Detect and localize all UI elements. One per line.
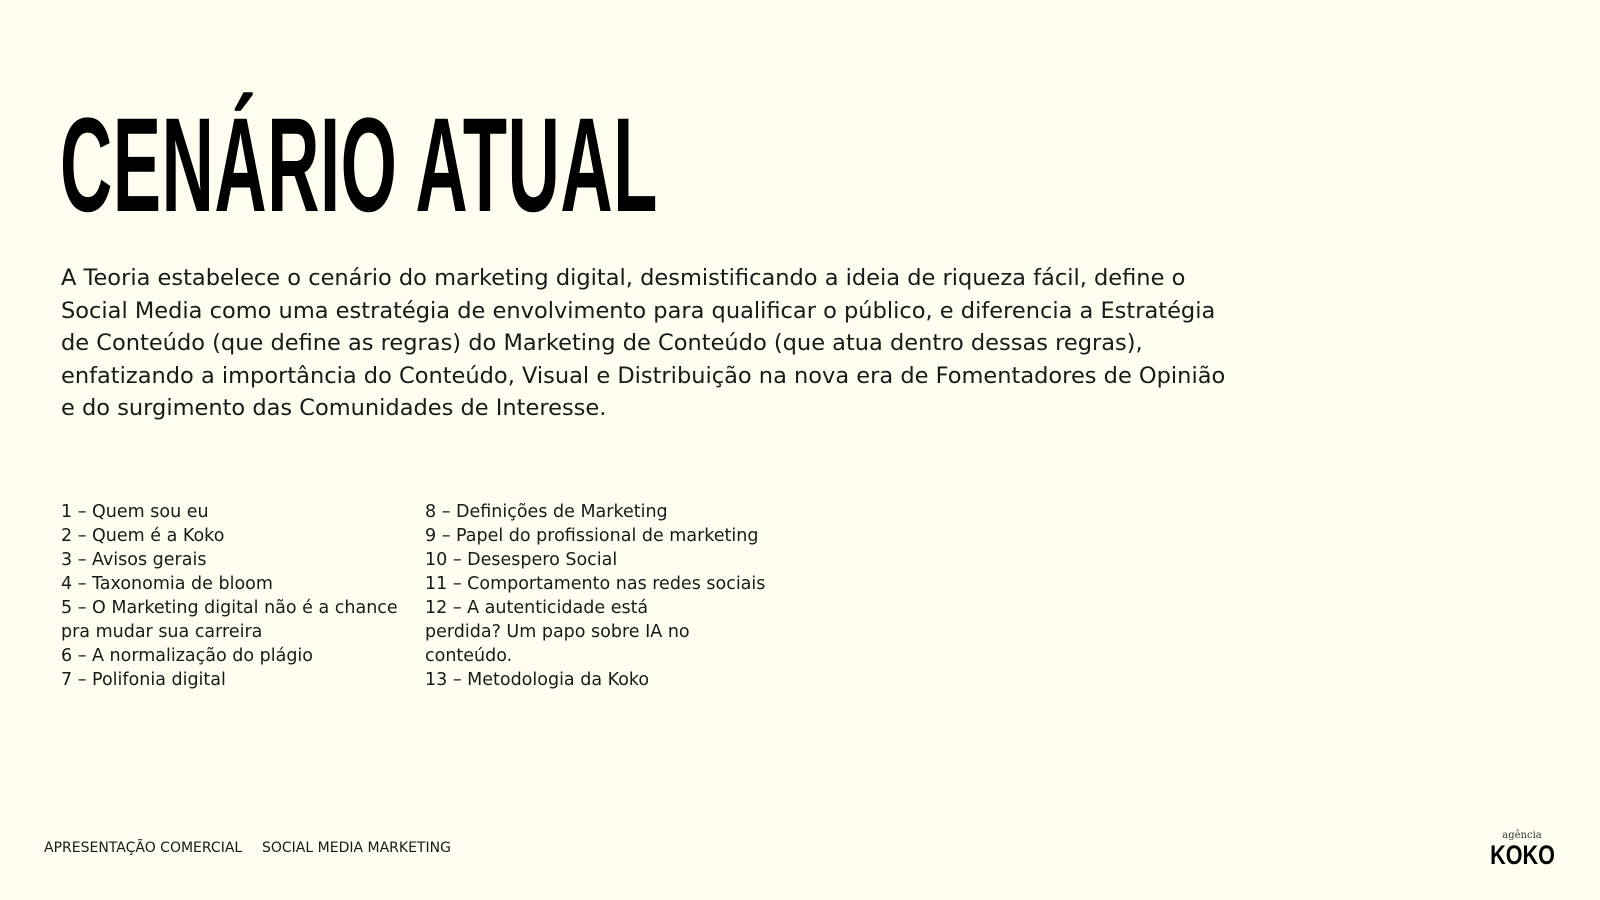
list-item: 6 – A normalização do plágio [61,646,313,666]
list-item: 9 – Papel do profissional de marketing [425,526,759,546]
topics-list-col1 [61,500,401,692]
topics-list-col2 [425,500,805,692]
list-item: 8 – Definições de Marketing [425,502,668,522]
list-item: 13 – Metodologia da Koko [425,670,650,690]
logo-small-text: agência [1502,830,1542,841]
page-title: CENÁRIO ATUAL [60,91,658,240]
footer-topic-label: SOCIAL MEDIA MARKETING [262,840,451,856]
intro-paragraph: A Teoria estabelece o cenário do marketing digital, desmistificando a ideia de riqueza fácil, define o Social Media como uma estratégia de envolvimento para qualificar o público, e diferencia a Estratégia de Conteúdo (que define as regras) do Marketing de Conteúdo (que atua dentro dessas regras), enfatizando a importância do Conteúdo, Visual e Distribuição na nova era de Fomentadores de Opinião e do surgimento das Comunidades de Interesse. [61,265,1226,421]
list-item: 1 – Quem sou eu [61,502,209,522]
list-item: 11 – Comportamento nas redes sociais [425,574,766,594]
logo-big-text: KOKO [1490,840,1555,870]
list-item: 7 – Polifonia digital [61,670,226,690]
list-item: 4 – Taxonomia de bloom [61,574,273,594]
list-item: 12 – A autenticidade está perdida? Um papo sobre IA no conteúdo. [425,598,690,666]
list-item: 3 – Avisos gerais [61,550,207,570]
list-item: 10 – Desespero Social [425,550,618,570]
agency-logo [1482,830,1562,868]
list-item: 2 – Quem é a Koko [61,526,225,546]
list-item: 5 – O Marketing digital não é a chance pra mudar sua carreira [61,598,398,642]
footer-presentation-label: APRESENTAÇÃO COMERCIAL [44,840,243,856]
